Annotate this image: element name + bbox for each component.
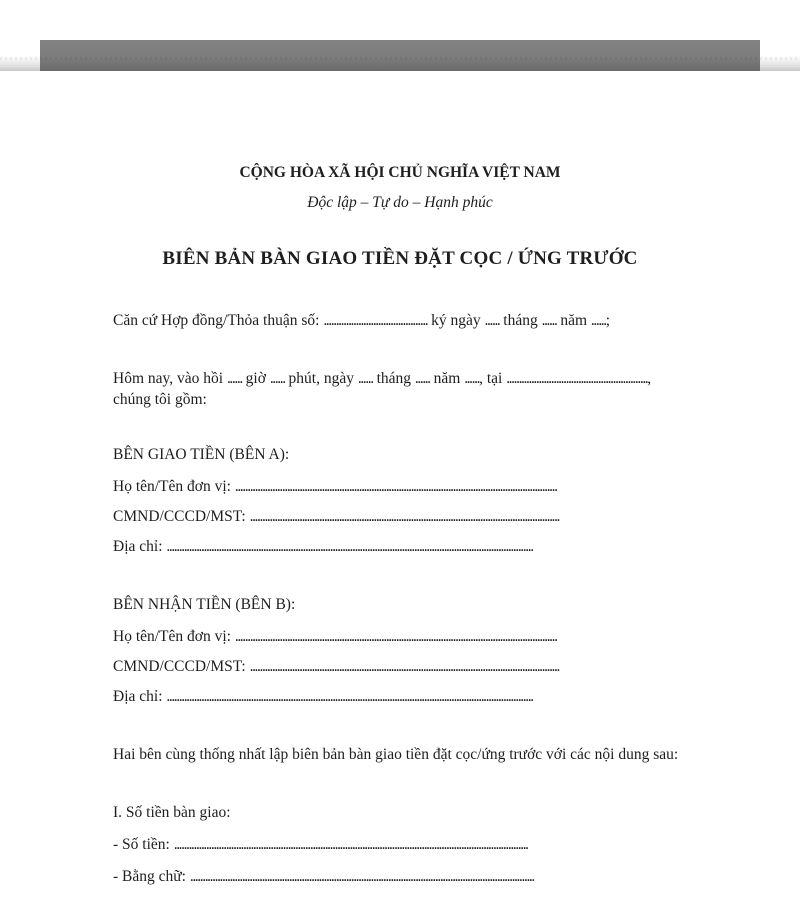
today-fill-3: ......: [357, 370, 373, 387]
party-b-name-fill: ..................................................................................................................................: [234, 628, 557, 645]
party-b-name-row: [113, 626, 740, 648]
today-fill-1: ......: [226, 370, 242, 387]
amount-fill: ...............................................................................................................................................: [173, 836, 528, 853]
party-a-id-row: [113, 506, 740, 528]
today-line-cont: chúng tôi gồm:: [113, 391, 207, 408]
section1-heading: I. Số tiền bàn giao:: [113, 804, 231, 821]
basis-text-3: tháng: [499, 312, 542, 329]
party-a-address-fill: ....................................................................................................................................................: [166, 538, 533, 555]
party-b-name-label: Họ tên/Tên đơn vị:: [113, 628, 235, 645]
amount-words-fill: ...........................................................................................................................................: [189, 868, 534, 885]
national-header: CỘNG HÒA XÃ HỘI CHỦ NGHĨA VIỆT NAM: [239, 164, 561, 181]
today-line: [113, 368, 740, 390]
amount-row: [113, 834, 740, 856]
basis-fill-4: ......: [590, 312, 606, 329]
party-b-address-row: [113, 686, 740, 708]
party-a-name-row: [113, 476, 740, 498]
basis-text: Căn cứ Hợp đồng/Thỏa thuận số:: [113, 312, 324, 329]
today-text-7: ,: [647, 370, 652, 387]
today-fill-5: ......: [464, 370, 480, 387]
amount-label: - Số tiền:: [113, 836, 174, 853]
party-b-address-fill: ....................................................................................................................................................: [166, 688, 533, 705]
document-title: BIÊN BẢN BÀN GIAO TIỀN ĐẶT CỌC / ỨNG TRƯỚC: [162, 248, 638, 269]
party-a-address-row: [113, 536, 740, 558]
today-text-5: năm: [429, 370, 465, 387]
today-text: Hôm nay, vào hồi: [113, 370, 227, 387]
today-fill-2: ......: [269, 370, 285, 387]
party-a-name-label: Họ tên/Tên đơn vị:: [113, 478, 235, 495]
party-b-id-label: CMND/CCCD/MST:: [113, 658, 250, 675]
party-a-heading: BÊN GIAO TIỀN (BÊN A):: [113, 446, 290, 463]
amount-words-row: [113, 866, 740, 888]
party-a-id-label: CMND/CCCD/MST:: [113, 508, 250, 525]
party-a-address-label: Địa chỉ:: [113, 538, 167, 555]
motto: Độc lập – Tự do – Hạnh phúc: [307, 194, 493, 211]
party-a-name-fill: ..................................................................................................................................: [234, 478, 557, 495]
amount-words-label: - Bằng chữ:: [113, 868, 190, 885]
today-text-3: phút, ngày: [284, 370, 358, 387]
party-b-address-label: Địa chỉ:: [113, 688, 167, 705]
basis-fill-2: ......: [484, 312, 500, 329]
basis-text-2: ký ngày: [427, 312, 485, 329]
basis-fill-1: ..........................................: [323, 312, 428, 329]
today-fill-6: .........................................................: [506, 370, 648, 387]
today-text-4: tháng: [372, 370, 415, 387]
basis-text-5: ;: [605, 312, 611, 329]
basis-text-4: năm: [556, 312, 591, 329]
party-b-id-row: [113, 656, 740, 678]
agreement-line: Hai bên cùng thống nhất lập biên bản bàn giao tiền đặt cọc/ứng trước với các nội dung sau:: [113, 746, 679, 763]
party-a-id-fill: .............................................................................................................................: [249, 508, 559, 525]
party-b-id-fill: .............................................................................................................................: [249, 658, 559, 675]
basis-fill-3: ......: [541, 312, 557, 329]
today-text-6: , tại: [479, 370, 507, 387]
today-text-2: giờ: [241, 370, 270, 387]
today-fill-4: ......: [414, 370, 430, 387]
basis-line: [113, 310, 740, 332]
party-b-heading: BÊN NHẬN TIỀN (BÊN B):: [113, 596, 296, 613]
